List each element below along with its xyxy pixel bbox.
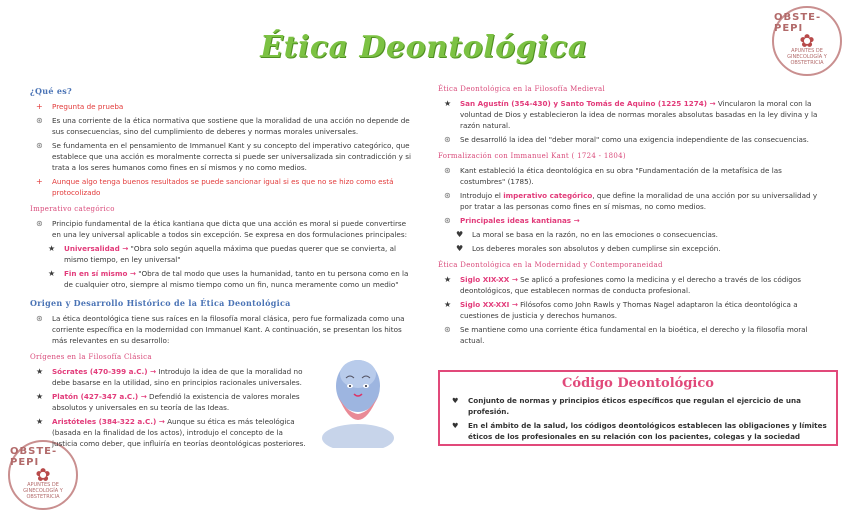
list-item <box>438 324 820 346</box>
item-label: Siglo XX-XXI → <box>460 300 518 309</box>
list-item <box>30 391 308 413</box>
item-label: San Agustín (354-430) y Santo Tomás de Aquino (1225 1274) → <box>460 99 716 108</box>
star-icon: ★ <box>36 392 44 401</box>
item-text: Kant estableció la ética deontológica en su obra "Fundamentación de la metafísica de las costumbres" (1785). <box>460 166 782 186</box>
star-icon: ★ <box>36 367 44 376</box>
item-text: La moral se basa en la razón, no en las emociones o consecuencias. <box>472 230 718 239</box>
item-text: , que define la moralidad de una acción por su universalidad y por tratar a las personas como fines en sí mismas, no como medios. <box>460 191 818 211</box>
asterisk-circle-icon: ⊛ <box>36 141 43 150</box>
section-heading-moderna: Ética Deontológica en la Modernidad y Contemporaneidad <box>438 261 663 269</box>
heart-icon: ♥ <box>452 421 459 430</box>
list-item <box>448 395 828 417</box>
codigo-title: Código Deontológico <box>562 376 714 391</box>
item-highlight: imperativo categórico <box>503 191 593 200</box>
section-heading-clasica: Orígenes en la Filosofía Clásica <box>30 353 152 361</box>
item-label: Principales ideas kantianas → <box>460 216 580 225</box>
seal-sub-text: APUNTES DE GINECOLOGÍA Y OBSTETRICIA <box>23 482 63 500</box>
item-text: Aunque algo tenga buenos resultados se puede sancionar igual si es que no se hizo como está protocolizado <box>52 177 394 197</box>
item-text: Los deberes morales son absolutos y deben cumplirse sin excepción. <box>472 244 721 253</box>
list-item <box>448 420 828 442</box>
asterisk-circle-icon: ⊛ <box>444 191 451 200</box>
list-item <box>438 98 820 131</box>
star-icon: ★ <box>444 300 452 309</box>
item-text: En el ámbito de la salud, los códigos deontológicos establecen las obligaciones y límites éticos de los profesionales en su relación con los pacientes, colegas y la sociedad <box>468 421 827 441</box>
item-text: "Obra de tal modo que uses la humanidad, tanto en tu persona como en la de cualquier otro, siempre al mismo tiempo como un fin, nunca meramente como un medio" <box>64 269 409 289</box>
star-icon: ★ <box>444 275 452 284</box>
list-item <box>30 176 415 198</box>
seal-ring-text: OBSTE-PEPI <box>10 446 58 468</box>
star-icon: ★ <box>48 269 56 278</box>
heart-icon: ♥ <box>456 244 464 253</box>
item-text: Defendió la existencia de valores morales absolutos y universales en su teoría de las Ideas. <box>52 392 300 412</box>
section-heading-kant: Formalización con Immanuel Kant ( 1724 - 1804) <box>438 152 626 160</box>
star-icon: ★ <box>48 244 56 253</box>
section-heading-que-es: ¿Qué es? <box>30 86 73 96</box>
asterisk-circle-icon: ⊛ <box>444 166 451 175</box>
seal-ring-text: OBSTE-PEPI <box>774 12 822 34</box>
heart-icon: ♥ <box>452 396 459 405</box>
heart-icon: ♥ <box>456 230 464 239</box>
item-label: Aristóteles (384-322 a.C.) → <box>52 417 165 426</box>
star-icon: ★ <box>36 417 44 426</box>
list-item <box>438 274 820 296</box>
item-label: Siglo XIX-XX → <box>460 275 518 284</box>
list-item <box>30 140 415 173</box>
item-text: Principio fundamental de la ética kantiana que dicta que una acción es moral si puede convertirse en una ley universal aplicable a todos sin excepción. Se expresa en dos formulaciones principales: <box>52 219 407 239</box>
asterisk-circle-icon: ⊛ <box>444 325 451 334</box>
section-heading-medieval: Ética Deontológica en la Filosofía Medieval <box>438 85 606 93</box>
asterisk-circle-icon: ⊛ <box>36 314 43 323</box>
item-text: Es una corriente de la ética normativa que sostiene que la moralidad de una acción no depende de sus consecuencias, sino del cumplimiento de deberes y normas morales universales. <box>52 116 410 136</box>
list-item <box>438 229 820 240</box>
item-text: Aunque su ética es más teleológica (basada en la finalidad de los actos), introdujo el concepto de la justicia como deber, que influiría en teorías deontológicas posteriores. <box>52 417 306 448</box>
item-text: Se fundamenta en el pensamiento de Immanuel Kant y su concepto del imperativo categórico, que establece que una acción es moralmente correcta si puede ser universalizada sin contradicción y si trata a los seres humanos como fines en sí mismos y no como medios. <box>52 141 411 172</box>
item-text: La ética deontológica tiene sus raíces en la filosofía moral clásica, pero fue formalizada como una corriente específica en la modernidad con Immanuel Kant. A continuación, se presentan los hitos más relevantes en su desarrollo: <box>52 314 405 345</box>
clasica-list <box>30 366 308 449</box>
asterisk-circle-icon: ⊛ <box>36 116 43 125</box>
asterisk-circle-icon: ⊛ <box>36 219 43 228</box>
item-text: Vincularon la moral con la voluntad de Dios y establecieron la idea de normas morales absolutas basadas en la ley divina y la razón natural. <box>460 99 818 130</box>
list-item <box>438 299 820 321</box>
asterisk-circle-icon: ⊛ <box>444 216 451 225</box>
uterus-icon: ✿ <box>799 30 815 52</box>
list-item <box>30 416 308 449</box>
list-item <box>438 215 820 226</box>
philosopher-bust-illustration <box>320 352 396 448</box>
asterisk-circle-icon: ⊛ <box>444 135 451 144</box>
list-item <box>438 190 820 212</box>
right-column <box>438 78 820 349</box>
item-label: Platón (427-347 a.C.) → <box>52 392 147 401</box>
list-item <box>30 218 415 240</box>
item-label: Universalidad → <box>64 244 129 253</box>
obste-pepi-seal-top <box>772 6 842 76</box>
list-item <box>30 243 415 265</box>
item-text: Conjunto de normas y principios éticos específicos que regulan el ejercicio de una profesión. <box>468 396 801 416</box>
list-item <box>438 134 820 145</box>
item-label: Sócrates (470-399 a.C.) → <box>52 367 157 376</box>
seal-sub-text: APUNTES DE GINECOLOGÍA Y OBSTETRICIA <box>787 48 827 66</box>
section-heading-origen: Origen y Desarrollo Histórico de la Ética Deontológica <box>30 298 291 308</box>
list-item <box>438 243 820 254</box>
codigo-deontologico-box <box>438 370 838 446</box>
list-item <box>30 366 308 388</box>
item-text-pre: Introdujo el <box>460 191 504 200</box>
uterus-icon: ✿ <box>35 464 51 486</box>
item-text: Filósofos como John Rawls y Thomas Nagel adaptaron la ética deontológica a cuestiones de justicia y derechos humanos. <box>460 300 798 320</box>
item-text: Se mantiene como una corriente ética fundamental en la bioética, el derecho y la filosofía moral actual. <box>460 325 808 345</box>
page-title: Ética Deontológica <box>260 30 588 65</box>
item-text: Se desarrolló la idea del "deber moral" como una exigencia independiente de las consecuencias. <box>460 135 809 144</box>
list-item <box>30 313 415 346</box>
item-text: Se aplicó a profesiones como la medicina y el derecho a través de los códigos deontológicos, que establecen normas de conducta profesional. <box>460 275 801 295</box>
item-text: "Obra solo según aquella máxima que puedas querer que se convierta, al mismo tiempo, en ley universal" <box>64 244 396 264</box>
plus-icon: + <box>36 177 43 186</box>
section-heading-imperativo: Imperativo categórico <box>30 205 115 213</box>
list-item <box>30 101 415 112</box>
item-label: Fin en sí mismo → <box>64 269 136 278</box>
list-item <box>30 268 415 290</box>
list-item <box>438 165 820 187</box>
item-text: Pregunta de prueba <box>52 102 124 111</box>
star-icon: ★ <box>444 99 452 108</box>
item-text: Introdujo la idea de que la moralidad no debe basarse en la utilidad, sino en principios racionales universales. <box>52 367 303 387</box>
plus-icon: + <box>36 102 43 111</box>
list-item <box>30 115 415 137</box>
